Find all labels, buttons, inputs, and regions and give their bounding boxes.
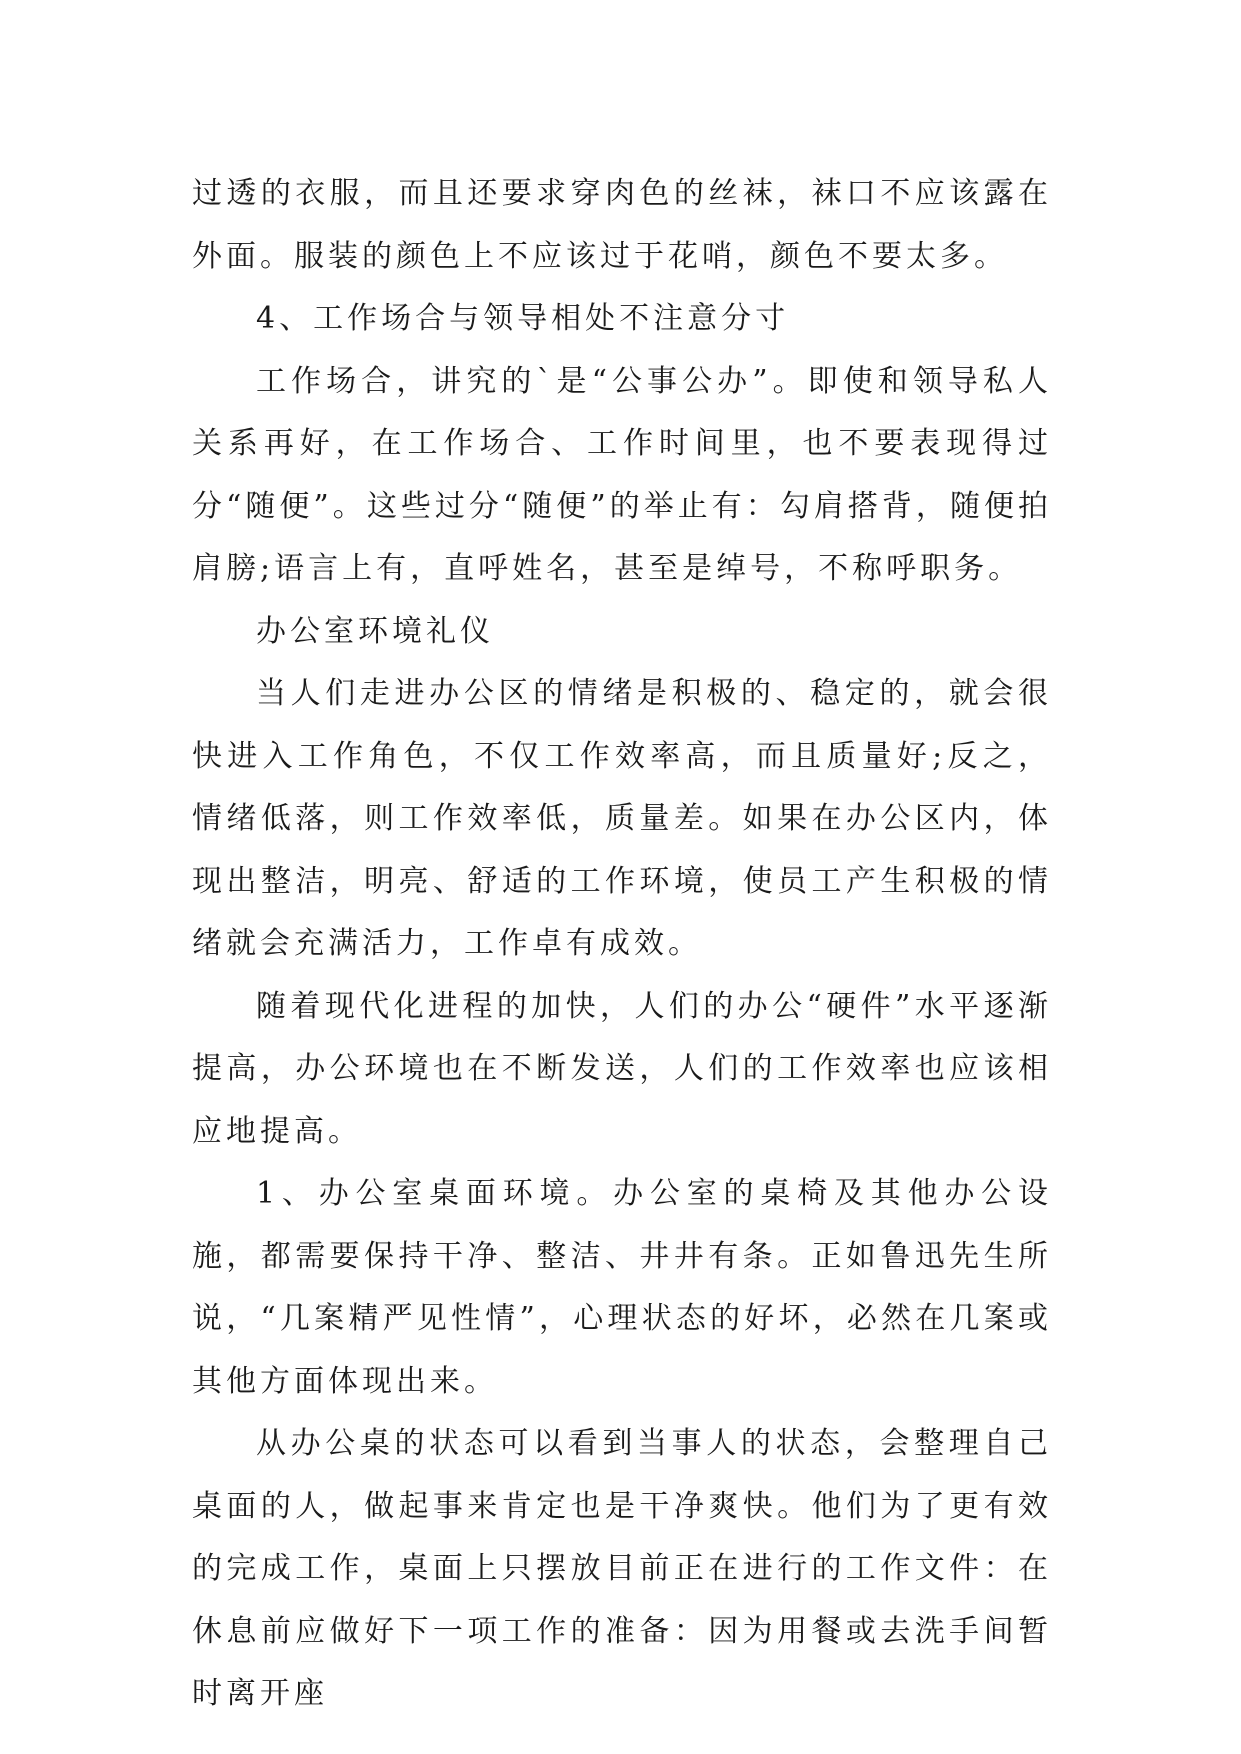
paragraph-5: 当人们走进办公区的情绪是积极的、稳定的，就会很快进入工作角色，不仅工作效率高，而且质量好;反之，情绪低落，则工作效率低，质量差。如果在办公区内，体现出整洁，明亮、舒适的工作环境，使员工产生积极的情绪就会充满活力，工作卓有成效。	[192, 676, 1052, 961]
section-heading: 办公室环境礼仪	[256, 613, 494, 649]
paragraph-7: 1、办公室桌面环境。办公室的桌椅及其他办公设施，都需要保持干净、整洁、井井有条。正如鲁迅先生所说，“几案精严见性情”，心理状态的好坏，必然在几案或其他方面体现出来。	[192, 1176, 1052, 1399]
paragraph-1: 过透的衣服，而且还要求穿肉色的丝袜，袜口不应该露在外面。服装的颜色上不应该过于花哨，颜色不要太多。	[192, 176, 1052, 274]
paragraph-6: 随着现代化进程的加快，人们的办公“硬件”水平逐渐提高，办公环境也在不断发送，人们的工作效率也应该相应地提高。	[192, 988, 1052, 1149]
document-body	[192, 163, 1052, 1726]
paragraph-8: 从办公桌的状态可以看到当事人的状态，会整理自己桌面的人，做起事来肯定也是干净爽快。他们为了更有效的完成工作，桌面上只摆放目前正在进行的工作文件：在休息前应做好下一项工作的准备：因为用餐或去洗手间暂时离开座	[192, 1426, 1052, 1711]
paragraph-2-heading: 4、工作场合与领导相处不注意分寸	[256, 301, 790, 336]
paragraph-3: 工作场合，讲究的`是“公事公办”。即使和领导私人关系再好，在工作场合、工作时间里，也不要表现得过分“随便”。这些过分“随便”的举止有：勾肩搭背，随便拍肩膀;语言上有，直呼姓名，甚至是绰号，不称呼职务。	[192, 363, 1052, 586]
